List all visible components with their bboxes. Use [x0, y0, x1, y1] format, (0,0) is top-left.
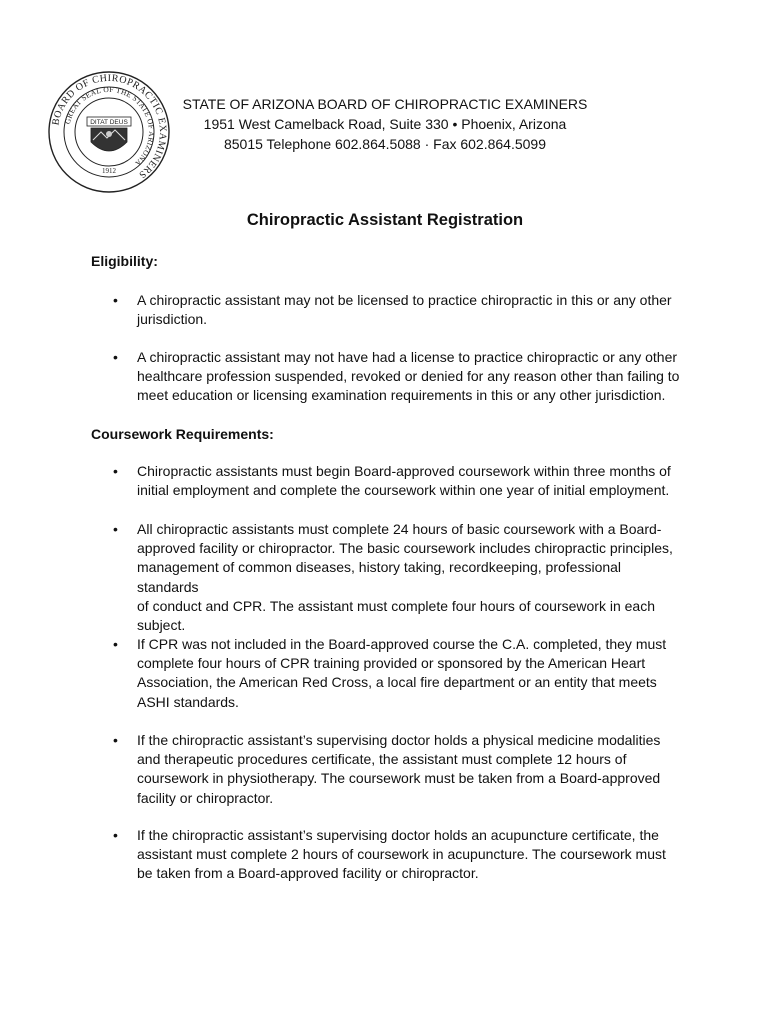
board-name: STATE OF ARIZONA BOARD OF CHIROPRACTIC EXAMINERS [182, 96, 588, 112]
board-contact: 85015 Telephone 602.864.5088 · Fax 602.864.5099 [223, 136, 547, 152]
bullet-icon: • [113, 636, 118, 652]
bullet-icon: • [113, 292, 118, 308]
coursework-item-3: If CPR was not included in the Board-approved course the C.A. completed, they must complete four hours of CPR training provided or sponsored by the American Heart Association, the American Red Cross, a local fire department or an entity that meets ASHI standards. [137, 636, 667, 710]
bullet-icon: • [113, 349, 118, 365]
seal-year: 1912 [102, 167, 116, 175]
coursework-item-5: If the chiropractic assistant’s supervising doctor holds an acupuncture certificate, the assistant must complete 2 hours of coursework in acupuncture. The coursework must be taken from a Board-approved facility or chiropractor. [137, 827, 666, 882]
seal-shield-emblem [87, 117, 131, 151]
seal-inner-text: GREAT SEAL OF THE STATE OF ARIZONA [62, 84, 157, 168]
board-address: 1951 West Camelback Road, Suite 330 • Phoenix, Arizona [203, 116, 567, 132]
eligibility-heading: Eligibility: [91, 253, 158, 269]
bullet-icon: • [113, 463, 118, 479]
coursework-item-1: Chiropractic assistants must begin Board-approved coursework within three months of initial employment and complete the coursework within one year of initial employment. [137, 463, 671, 499]
bullet-icon: • [113, 827, 118, 843]
document-title: Chiropractic Assistant Registration [246, 211, 524, 229]
coursework-heading: Coursework Requirements: [91, 426, 274, 442]
bullet-icon: • [113, 521, 118, 537]
coursework-item-4: If the chiropractic assistant’s supervising doctor holds a physical medicine modalities and therapeutic procedures certificate, the assistant must complete 12 hours of coursework in physiotherapy. The coursework must be taken from a Board-approved facility or chiropractor. [137, 732, 661, 806]
coursework-item-2: All chiropractic assistants must complete 24 hours of basic coursework with a Board- approved facility or chiropractor. The basic coursework includes chiropractic principles, management of common diseases, history taking, recordkeeping, professional standards of conduct and CPR. The assistant must complete four hours of coursework in each subject. [137, 521, 673, 634]
eligibility-item-2: A chiropractic assistant may not have had a license to practice chiropractic or any other healthcare profession suspended, revoked or denied for any reason other than failing to meet education or licensing examination requirements in this or any other jurisdiction. [137, 349, 680, 404]
bullet-icon: • [113, 732, 118, 748]
arizona-board-seal [47, 70, 171, 194]
eligibility-item-1: A chiropractic assistant may not be licensed to practice chiropractic in this or any other jurisdiction. [137, 292, 672, 328]
seal-outer-text: BOARD OF CHIROPRACTIC EXAMINERS [50, 72, 169, 181]
seal-motto: DITAT DEUS [90, 119, 128, 126]
letterhead [175, 94, 595, 154]
